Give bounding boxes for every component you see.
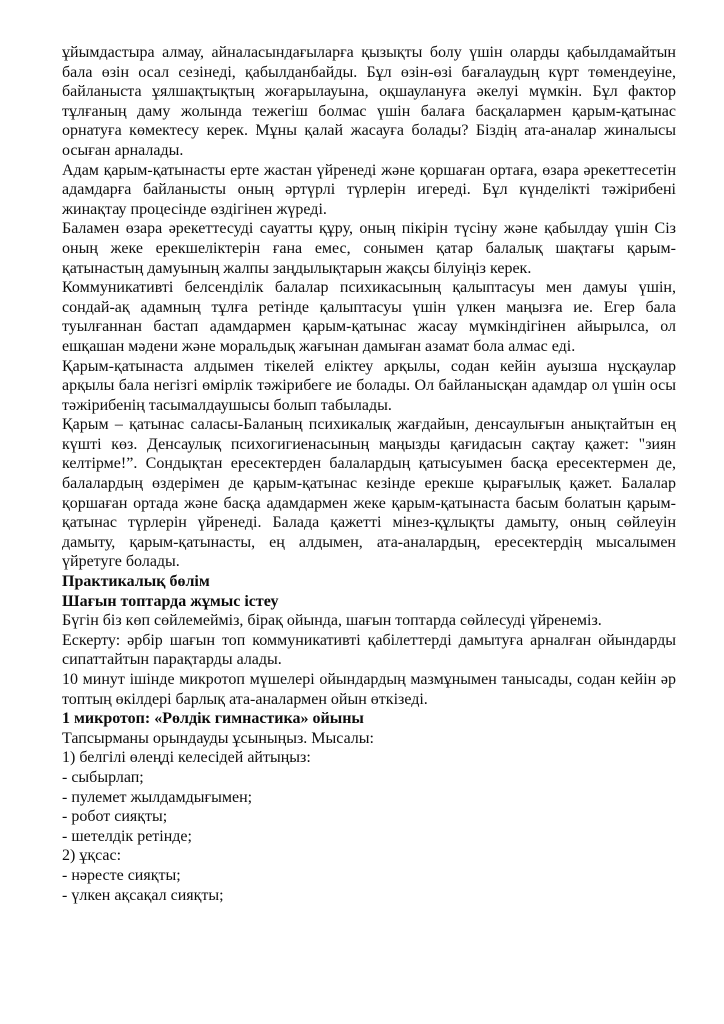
paragraph: Бүгін біз көп сөйлемейміз, бірақ ойында, шағын топтарда сөйлесуді үйренеміз. [62,612,602,630]
document-content [62,43,676,905]
paragraph: Қарым-қатынаста алдымен тікелей еліктеу арқылы, содан кейін ауызша нұсқаулар арқылы бала негізгі өмірлік тәжірибеге ие болады. Ол байланысқан адамдар ол үшін осы тәжірибенің тасымалдаушысы болып табылады. [62,357,676,414]
numbered-item: 2) ұқсас: [62,847,122,865]
list-item: - пулемет жылдамдығымен; [62,788,253,806]
section-heading-small-groups: Шағын топтарда жұмыс істеу [62,592,279,610]
paragraph: 10 минут ішінде микротоп мүшелері ойындардың мазмұнымен танысады, содан кейін әр топтың өкілдері барлық ата-аналармен ойын өткізеді. [62,671,676,708]
section-heading-microgroup-1: 1 микротоп: «Рөлдік гимнастика» ойыны [62,710,364,728]
paragraph: Ескерту: әрбір шағын топ коммуникативті қабілеттерді дамытуға арналған ойындарды сипаттайтын парақтарды алады. [62,631,676,669]
section-heading-practical-part: Практикалық бөлім [62,573,210,591]
list-item: - шетелдік ретінде; [62,827,192,845]
list-item: - нәресте сияқты; [62,866,181,884]
paragraph: Баламен өзара әрекеттесуді сауатты құру, оның пікірін түсіну және қабылдау үшін Сіз оның жеке ерекшеліктерін ғана емес, сонымен қатар балалық шақтағы қарым-қатынастың дамуының жалпы заңдылықтарын жақсы білуіңіз керек. [62,220,676,277]
list-item: - үлкен ақсақал сияқты; [62,886,224,904]
numbered-item: 1) белгілі өлеңді келесідей айтыңыз: [62,749,311,767]
paragraph: ұйымдастыра алмау, айналасындағыларға қызықты болу үшін оларды қабылдамайтын бала өзін осал сезінеді, қабылданбайды. Бұл өзін-өзі бағалаудың күрт төмендеуіне, байланыста ұялшақтықтың жоғарылауына, оқшаулануға әкелуі мүмкін. Бұл фактор тұлғаның даму жолында тежегіш болмас үшін балаға басқалармен қарым-қатынас орнатуға көмектесу керек. Мұны қалай жасауға болады? Біздің ата-аналар жиналысы осыған арналады. [62,44,676,159]
paragraph: Коммуникативті белсенділік балалар психикасының қалыптасуы мен дамуы үшін, сондай-ақ адамның тұлға ретінде қалыптасуы үшін үлкен маңызға ие. Егер бала туылғаннан бастап адамдармен қарым-қатынас жасау мүмкіндігінен айырылса, ол ешқашан мәдени және моральдық жағынан дамыған азамат бола алмас еді. [62,279,676,355]
paragraph: Адам қарым-қатынасты ерте жастан үйренеді және қоршаған ортаға, өзара әрекеттесетін адамдарға байланысты оның әртүрлі түрлерін игереді. Бұл күнделікті тәжірибені жинақтау процесінде өздігінен жүреді. [62,161,676,218]
paragraph: Қарым – қатынас саласы-Баланың психикалық жағдайын, денсаулығын анықтайтын ең күшті көз. Денсаулық психогигиенасының маңызды қағидасын сақтау қажет: "зиян келтірме!”. Сондықтан ересектерден балалардың қатысуымен басқа ересектермен де, балалардың өздерімен де қарым-қатынас кезінде ерекше қырағылық қажет. Балалар қоршаған ортада және басқа адамдармен жеке қарым-қатынаста басым болатын қарым-қатынас түрлерін үйренеді. Балада қажетті мінез-құлықты дамыту, оның сөйлеуін дамыту, қарым-қатынасты, ең алдымен, ата-аналардың, ересектердің мысалымен үйретуге болады. [62,416,676,571]
paragraph: Тапсырманы орындауды ұсыныңыз. Мысалы: [62,729,374,747]
list-item: - сыбырлап; [62,768,144,786]
list-item: - робот сияқты; [62,808,168,826]
